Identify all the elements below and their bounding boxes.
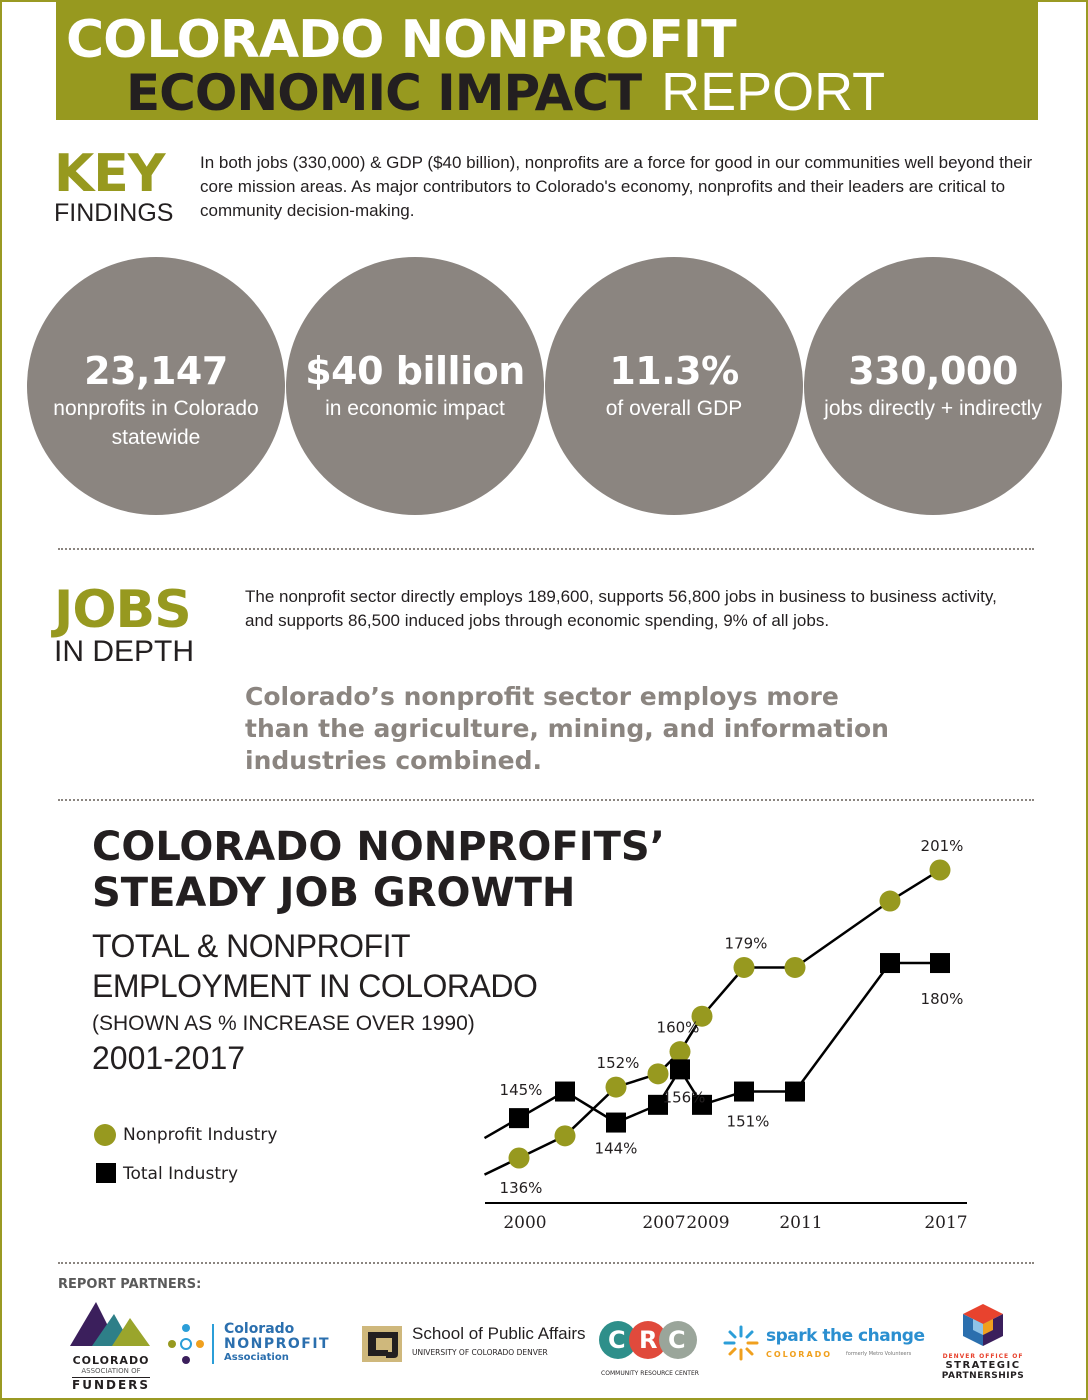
series-line-nonprofit bbox=[485, 870, 941, 1175]
partner-text: Colorado bbox=[224, 1321, 295, 1337]
stat-circle-nonprofits bbox=[27, 257, 285, 515]
chart-subtitle-years: 2001-2017 bbox=[92, 1040, 246, 1076]
data-point-nonprofit bbox=[880, 891, 901, 912]
jobs-callout: Colorado’s nonprofit sector employs more than the agriculture, mining, and information industries combined. bbox=[245, 682, 889, 775]
legend-label: Total Industry bbox=[123, 1164, 239, 1184]
partner-text: ASSOCIATION OF bbox=[81, 1367, 141, 1375]
stat-label: nonprofits in Colorado statewide bbox=[53, 397, 259, 449]
partner-logo-community-resource-center[interactable] bbox=[598, 1318, 702, 1400]
data-point-total bbox=[670, 1059, 690, 1079]
key-findings-heading: KEY bbox=[54, 144, 165, 204]
data-point-total bbox=[930, 953, 950, 973]
chart-subtitle-line1: TOTAL & NONPROFIT bbox=[92, 928, 411, 964]
title-light: REPORT bbox=[661, 62, 886, 120]
jobs-subheading: IN DEPTH bbox=[54, 635, 195, 668]
data-point-total bbox=[785, 1082, 805, 1102]
partner-logo-denver-office-of-strategic-partnerships[interactable] bbox=[938, 1302, 1028, 1392]
partner-text: STRATEGIC bbox=[945, 1360, 1021, 1371]
mountain-logo-icon bbox=[66, 1300, 156, 1348]
data-label: 201% bbox=[920, 837, 964, 855]
stat-circle-economic-impact bbox=[286, 257, 544, 515]
series-line-total bbox=[485, 963, 941, 1138]
partner-logo-spark-the-change[interactable] bbox=[722, 1324, 925, 1400]
data-label: 152% bbox=[596, 1054, 640, 1073]
partner-logo-colorado-association-of-funders[interactable] bbox=[66, 1300, 156, 1390]
stat-circle-jobs bbox=[804, 257, 1062, 515]
data-point-nonprofit bbox=[555, 1125, 576, 1146]
partner-text: formerly Metro Volunteers bbox=[846, 1351, 912, 1357]
chart-title-line1: COLORADO NONPROFITS’ bbox=[92, 824, 665, 870]
data-point-nonprofit bbox=[606, 1077, 627, 1098]
circle-marker-icon bbox=[94, 1124, 116, 1146]
data-point-nonprofit bbox=[785, 957, 806, 978]
partner-text: COLORADO bbox=[766, 1350, 833, 1359]
data-point-total bbox=[509, 1108, 529, 1128]
legend-label: Nonprofit Industry bbox=[123, 1125, 278, 1145]
partner-text: COLORADO bbox=[72, 1354, 150, 1367]
jobs-heading: JOBS bbox=[54, 580, 191, 640]
title-line1: COLORADO NONPROFIT bbox=[66, 10, 736, 70]
stat-value: 23,147 bbox=[84, 349, 228, 393]
partner-text: School of Public Affairs bbox=[412, 1324, 586, 1343]
partner-text: PARTNERSHIPS bbox=[941, 1371, 1025, 1381]
key-findings-subheading: FINDINGS bbox=[54, 199, 174, 227]
section-divider bbox=[58, 1262, 1034, 1264]
partner-logo-colorado-nonprofit-association[interactable] bbox=[166, 1322, 346, 1400]
data-point-total bbox=[880, 953, 900, 973]
x-tick-label: 2000 bbox=[503, 1213, 547, 1233]
chart-subtitle-note: (SHOWN AS % INCREASE OVER 1990) bbox=[92, 1012, 475, 1035]
data-label: 180% bbox=[920, 990, 964, 1009]
x-tick-label: 2017 bbox=[924, 1213, 968, 1233]
title-banner bbox=[56, 0, 1038, 120]
data-label: 156% bbox=[662, 1088, 706, 1107]
data-label: 151% bbox=[726, 1112, 770, 1131]
x-tick-label: 2011 bbox=[779, 1213, 823, 1233]
partner-text: FUNDERS bbox=[72, 1378, 151, 1392]
data-point-nonprofit bbox=[509, 1148, 530, 1169]
title-bold: ECONOMIC IMPACT bbox=[126, 64, 642, 120]
partner-logo-school-of-public-affairs[interactable] bbox=[360, 1324, 585, 1400]
data-point-nonprofit bbox=[670, 1041, 691, 1062]
divider-bar bbox=[212, 1324, 214, 1364]
key-findings-text: In both jobs (330,000) & GDP ($40 billion), nonprofits are a force for good in our communities well beyond their core mission areas. As major contributors to Colorado's economy, nonprofits and their leaders are critical to community decision-making. bbox=[200, 153, 1033, 220]
stat-value: 11.3% bbox=[609, 349, 739, 393]
data-label: 136% bbox=[499, 1179, 543, 1197]
stat-circle-gdp bbox=[545, 257, 803, 515]
stat-label: of overall GDP bbox=[605, 397, 743, 420]
data-label: 145% bbox=[499, 1081, 543, 1100]
x-tick-label: 2009 bbox=[686, 1213, 730, 1233]
stat-value: 330,000 bbox=[848, 349, 1018, 393]
jobs-text: The nonprofit sector directly employs 189,600, supports 56,800 jobs in business to business activity, and supports 86,500 induced jobs through economic spending, 9% of all jobs. bbox=[245, 587, 997, 630]
chart-subtitle-line2: EMPLOYMENT IN COLORADO bbox=[92, 968, 538, 1004]
section-divider bbox=[58, 799, 1034, 801]
cu-logo-icon bbox=[360, 1324, 404, 1364]
partner-text: Association bbox=[224, 1352, 289, 1363]
crc-letters: C R C bbox=[608, 1326, 686, 1354]
network-logo-icon bbox=[166, 1322, 206, 1366]
partner-text: COMMUNITY RESOURCE CENTER bbox=[601, 1370, 699, 1377]
square-marker-icon bbox=[96, 1163, 116, 1183]
job-growth-chart bbox=[470, 820, 990, 1240]
title-line2 bbox=[126, 64, 885, 120]
data-point-nonprofit bbox=[648, 1063, 669, 1084]
stat-value: $40 billion bbox=[305, 349, 525, 393]
data-point-nonprofit bbox=[734, 957, 755, 978]
chart-title-line2: STEADY JOB GROWTH bbox=[92, 870, 576, 916]
partners-label: REPORT PARTNERS: bbox=[58, 1277, 202, 1292]
stat-label: jobs directly + indirectly bbox=[824, 397, 1042, 420]
data-point-nonprofit bbox=[930, 860, 951, 881]
spark-logo-icon bbox=[722, 1324, 760, 1362]
partner-text: NONPROFIT bbox=[224, 1336, 331, 1352]
cube-logo-icon bbox=[959, 1302, 1007, 1348]
x-tick-label: 2007 bbox=[642, 1213, 686, 1233]
data-point-total bbox=[555, 1082, 575, 1102]
data-label: 160% bbox=[656, 1018, 700, 1037]
partner-text: UNIVERSITY OF COLORADO DENVER bbox=[412, 1348, 548, 1357]
section-divider bbox=[58, 548, 1034, 550]
data-point-total bbox=[734, 1082, 754, 1102]
data-label: 179% bbox=[724, 934, 768, 953]
stat-label: in economic impact bbox=[325, 397, 505, 420]
partner-text: DENVER OFFICE OF bbox=[942, 1353, 1024, 1360]
data-label: 144% bbox=[594, 1139, 638, 1158]
partner-text: spark the change bbox=[766, 1326, 925, 1346]
data-point-total bbox=[606, 1113, 626, 1133]
